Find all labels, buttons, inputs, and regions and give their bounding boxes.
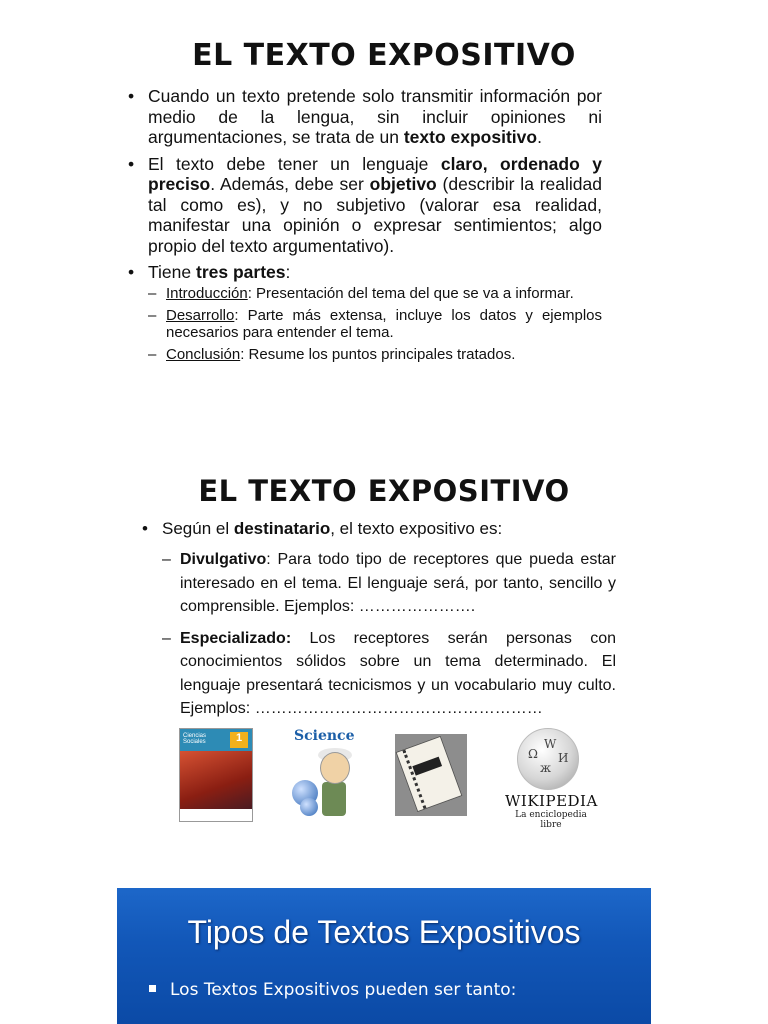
bullet-definition: • Cuando un texto pretende solo transmitir información por medio de la lengua, sin incluir opiniones ni argumentaciones, se trata de un texto expositivo. bbox=[126, 86, 602, 148]
wikipedia-logo bbox=[505, 728, 598, 830]
slide-2-title: EL TEXTO EXPOSITIVO bbox=[198, 474, 570, 508]
slide-2 bbox=[0, 440, 768, 860]
slide-1 bbox=[0, 0, 768, 420]
textbook-image bbox=[179, 728, 253, 822]
type-divulgative: – Divulgativo: Para todo tipo de receptores que pueda estar interesado en el tema. El lenguaje será, por tanto, sencillo y comprensible. Ejemplos: …………………. bbox=[162, 548, 616, 619]
slide-1-title: EL TEXTO EXPOSITIVO bbox=[192, 38, 576, 73]
wikipedia-motto: La enciclopedia libre bbox=[515, 810, 587, 830]
slide-1-bullet-list bbox=[126, 86, 602, 369]
type-specialized: – Especializado: Los receptores serán personas con conocimientos sólidos sobre un tema determinado. El lenguaje presentará tecnicismos y un vocabulario muy culto. Ejemplos: ……………………………………………… bbox=[162, 627, 616, 721]
bullet-parts: • Tiene tres partes: – Introducción: Presentación del tema del que se va a informar. – Desarrollo: Parte más extensa, incluye los datos y ejemplos necesarios para entender el tema. – Conclusión: Resume los puntos principales tratados. bbox=[126, 262, 602, 363]
recipe-notebook-image bbox=[395, 734, 467, 816]
science-word: Science bbox=[294, 728, 355, 744]
science-cartoon-image bbox=[290, 728, 360, 822]
slide-3 bbox=[117, 888, 651, 1024]
slide-2-bullet-list bbox=[140, 518, 616, 729]
types-list bbox=[162, 548, 616, 721]
slide-3-title: Tipos de Textos Expositivos bbox=[187, 914, 581, 950]
wikipedia-name: WIKIPEDIA bbox=[505, 792, 598, 810]
slide-3-bullet: Los Textos Expositivos pueden ser tanto: bbox=[149, 980, 516, 1000]
example-images bbox=[0, 728, 768, 838]
parts-list bbox=[148, 285, 602, 363]
textbook-number: 1 bbox=[230, 732, 248, 748]
textbook-title: Ciencias Sociales bbox=[183, 733, 207, 745]
part-conclusion: – Conclusión: Resume los puntos principales tratados. bbox=[148, 346, 602, 363]
bullet-audience: • Según el destinatario, el texto expositivo es: – Divulgativo: Para todo tipo de receptores que pueda estar interesado en el tema. El lenguaje será, por tanto, sencillo y comprensible. Ejemplos: …………………. – Especializado: Los receptores serán personas con conocimientos sólidos sobre un tema determinado. El lenguaje presentará tecnicismos y un vocabulario muy culto. Ejemplos: ……………………………………………… bbox=[140, 518, 616, 721]
square-bullet-icon bbox=[149, 985, 156, 992]
puzzle-globe-icon: Ω W И ж bbox=[517, 728, 579, 790]
part-development: – Desarrollo: Parte más extensa, incluye los datos y ejemplos necesarios para entender el tema. bbox=[148, 307, 602, 341]
bullet-language: • El texto debe tener un lenguaje claro, ordenado y preciso. Además, debe ser objetivo (describir la realidad tal como es), y no subjetivo (valorar esa realidad, manifestar una opinión o expresar sentimientos; algo propio del texto argumentativo). bbox=[126, 154, 602, 257]
part-introduction: – Introducción: Presentación del tema del que se va a informar. bbox=[148, 285, 602, 302]
